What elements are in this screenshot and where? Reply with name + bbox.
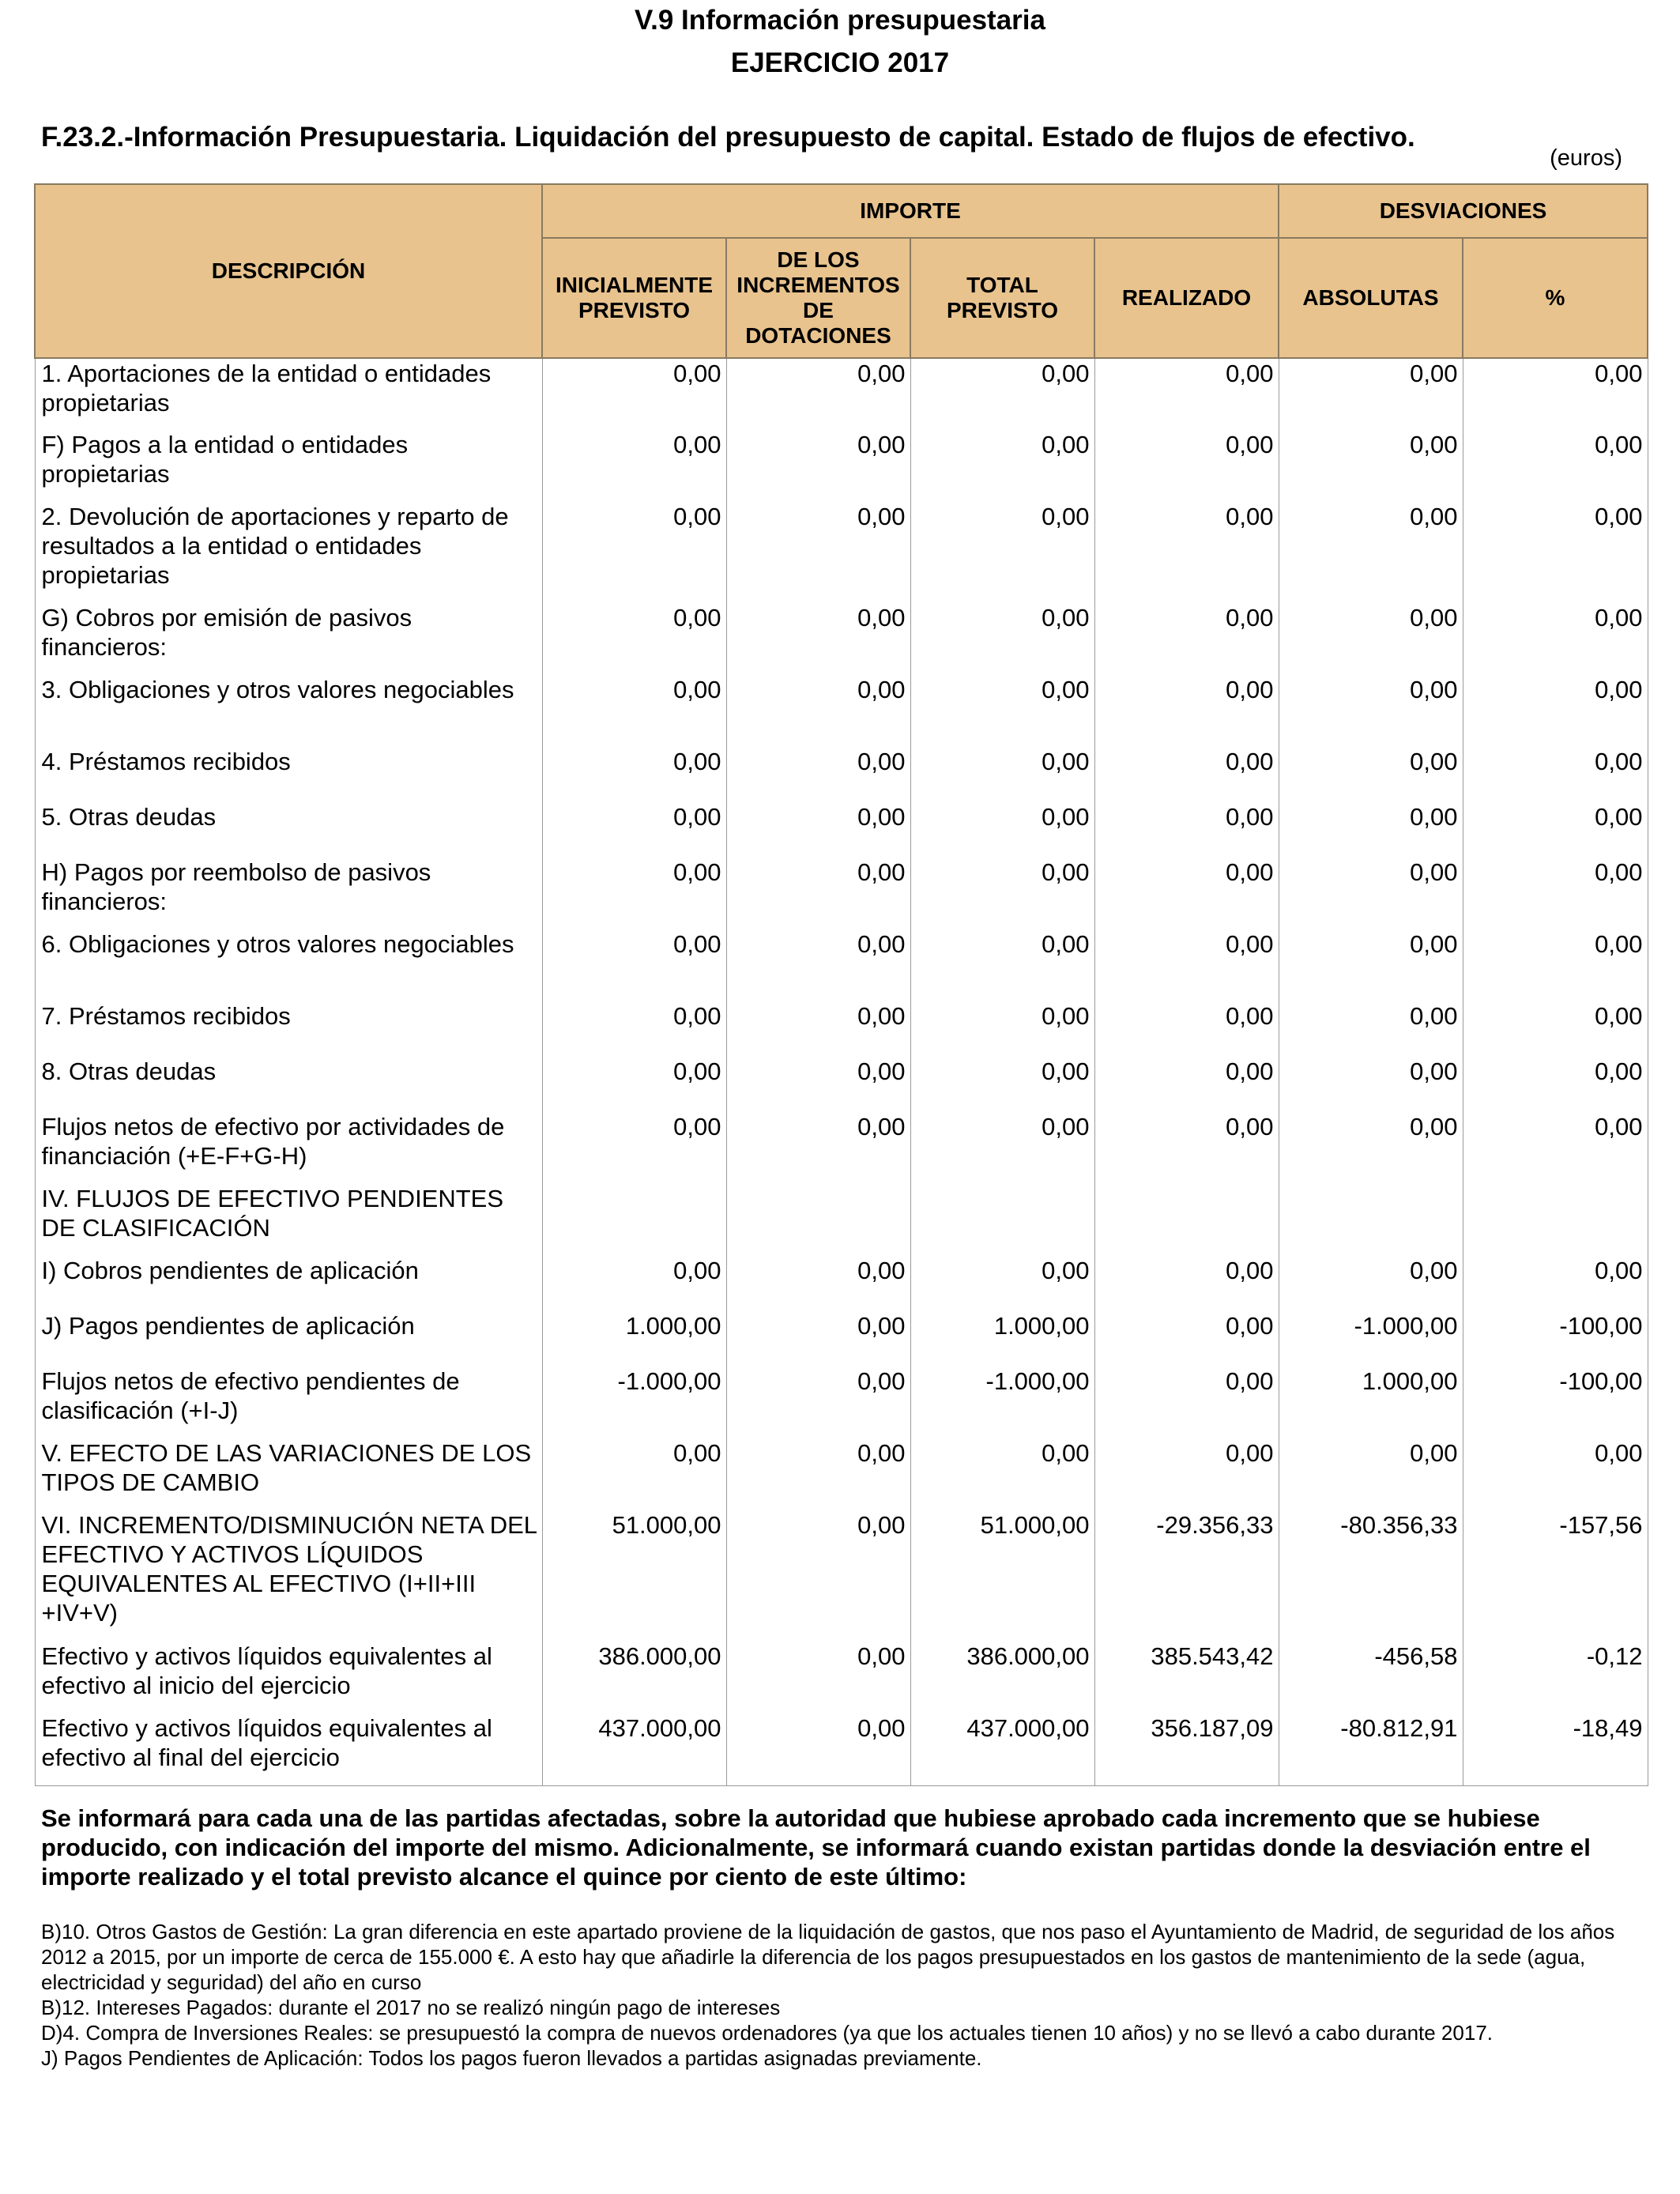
row-value: -100,00 [1463,1367,1648,1438]
row-value: -0,12 [1463,1642,1648,1713]
row-value: 0,00 [1094,802,1279,858]
row-value: 0,00 [1094,1311,1279,1367]
header-realizado: REALIZADO [1094,238,1279,358]
row-value: 0,00 [726,1713,910,1785]
footer-note: B)12. Intereses Pagados: durante el 2017 no se realizó ningún pago de intereses [41,1996,781,2019]
row-value: 0,00 [726,430,910,502]
header-percent: % [1463,238,1648,358]
row-value: 0,00 [542,1001,726,1057]
row-value: -80.356,33 [1279,1510,1463,1642]
row-value: 356.187,09 [1094,1713,1279,1785]
footer-notes [41,1919,1645,2071]
row-value: 0,00 [1279,430,1463,502]
row-value: -157,56 [1463,1510,1648,1642]
row-value: 0,00 [542,1256,726,1311]
row-description: V. EFECTO DE LAS VARIACIONES DE LOS TIPOS DE CAMBIO [35,1438,542,1510]
row-value: 386.000,00 [910,1642,1094,1713]
table-row [35,1367,1648,1438]
row-value: 0,00 [1463,929,1648,1001]
row-value: 0,00 [726,802,910,858]
row-value: 0,00 [1463,747,1648,802]
row-value: 0,00 [1094,430,1279,502]
row-value: 0,00 [1463,802,1648,858]
row-value: 0,00 [726,1256,910,1311]
row-description: 8. Otras deudas [35,1057,542,1112]
row-description: H) Pagos por reembolso de pasivos financieros: [35,858,542,929]
row-value: 0,00 [910,747,1094,802]
budget-table [34,183,1648,1786]
row-description: 2. Devolución de aportaciones y reparto de resultados a la entidad o entidades propietarias [35,502,542,603]
row-value: 0,00 [1463,1001,1648,1057]
row-value: 0,00 [726,1367,910,1438]
header-inicialmente-previsto: INICIALMENTE PREVISTO [542,238,726,358]
row-value [1094,1184,1279,1256]
row-description: Efectivo y activos líquidos equivalentes al efectivo al final del ejercicio [35,1713,542,1785]
row-value: 0,00 [726,1112,910,1184]
row-value: 51.000,00 [910,1510,1094,1642]
row-value: 0,00 [1094,747,1279,802]
row-value [1463,1184,1648,1256]
row-value: 0,00 [1463,858,1648,929]
row-description: 5. Otras deudas [35,802,542,858]
row-value: 0,00 [1094,358,1279,430]
row-value: 0,00 [542,1057,726,1112]
row-value: 0,00 [910,502,1094,603]
row-value: 0,00 [1279,1057,1463,1112]
row-value: 437.000,00 [910,1713,1094,1785]
row-description: VI. INCREMENTO/DISMINUCIÓN NETA DEL EFECTIVO Y ACTIVOS LÍQUIDOS EQUIVALENTES AL EFECTIVO (I+II+III +IV+V) [35,1510,542,1642]
row-value: 0,00 [910,675,1094,747]
row-value: 0,00 [1463,1057,1648,1112]
row-value: 0,00 [1279,675,1463,747]
row-value: 0,00 [1094,1001,1279,1057]
row-value: 1.000,00 [1279,1367,1463,1438]
row-description: I) Cobros pendientes de aplicación [35,1256,542,1311]
row-value: 0,00 [542,858,726,929]
row-description: G) Cobros por emisión de pasivos financieros: [35,603,542,675]
table-row [35,603,1648,675]
row-value: -18,49 [1463,1713,1648,1785]
row-value: -29.356,33 [1094,1510,1279,1642]
row-value: 0,00 [910,430,1094,502]
table-row [35,1057,1648,1112]
row-value: 0,00 [1094,1367,1279,1438]
row-value: 0,00 [1463,1112,1648,1184]
row-value: 0,00 [726,675,910,747]
header-desviaciones: DESVIACIONES [1279,184,1648,238]
footer-note: B)10. Otros Gastos de Gestión: La gran diferencia en este apartado proviene de la liquidación de gastos, que nos paso el Ayuntamiento de Madrid, de seguridad de los años 2012 a 2015, por un importe de cerca de 155.000 €. A esto hay que añadirle la diferencia de los pagos presupuestados en los gastos de mantenimiento de la sede (agua, electricidad y seguridad) del año en curso [41,1920,1615,1994]
row-value: 0,00 [1279,358,1463,430]
section-subtitle: F.23.2.-Información Presupuestaria. Liquidación del presupuesto de capital. Estado de flujos de efectivo. [41,122,1415,153]
row-value: 0,00 [1463,502,1648,603]
table-row [35,1438,1648,1510]
row-value: 0,00 [1279,1438,1463,1510]
row-description: 4. Préstamos recibidos [35,747,542,802]
table-row [35,1510,1648,1642]
table-row [35,1184,1648,1256]
table-row [35,1112,1648,1184]
row-value: 0,00 [1094,502,1279,603]
table-body [35,358,1648,1785]
row-value: 0,00 [1094,1112,1279,1184]
table-row [35,502,1648,603]
header-description: DESCRIPCIÓN [35,184,542,358]
row-value: 0,00 [542,1438,726,1510]
row-description: Flujos netos de efectivo pendientes de clasificación (+I-J) [35,1367,542,1438]
row-description: Efectivo y activos líquidos equivalentes al efectivo al inicio del ejercicio [35,1642,542,1713]
row-value: 0,00 [542,502,726,603]
row-value: 0,00 [1463,1256,1648,1311]
row-value: 0,00 [726,858,910,929]
row-value: 0,00 [1094,675,1279,747]
row-value [1279,1184,1463,1256]
row-value: 1.000,00 [910,1311,1094,1367]
row-value: 0,00 [542,929,726,1001]
row-value: -1.000,00 [1279,1311,1463,1367]
table-row [35,358,1648,430]
row-value: 0,00 [1279,1001,1463,1057]
row-value: 0,00 [542,430,726,502]
row-value: 0,00 [542,358,726,430]
row-value: 1.000,00 [542,1311,726,1367]
row-value [542,1184,726,1256]
row-value: -456,58 [1279,1642,1463,1713]
row-value: 0,00 [1279,1256,1463,1311]
row-description: 1. Aportaciones de la entidad o entidades propietarias [35,358,542,430]
table-row [35,1642,1648,1713]
row-value: 0,00 [1463,603,1648,675]
header-total-previsto: TOTAL PREVISTO [910,238,1094,358]
row-value: 0,00 [910,1112,1094,1184]
row-value: 0,00 [1463,430,1648,502]
row-value: 0,00 [1463,1438,1648,1510]
row-description: IV. FLUJOS DE EFECTIVO PENDIENTES DE CLASIFICACIÓN [35,1184,542,1256]
row-value: 0,00 [1279,603,1463,675]
row-value: 0,00 [726,1001,910,1057]
row-value: 0,00 [910,929,1094,1001]
row-value: 0,00 [542,675,726,747]
footer-note: J) Pagos Pendientes de Aplicación: Todos los pagos fueron llevados a partidas asignadas previamente. [41,2046,982,2070]
row-value [910,1184,1094,1256]
row-value: 0,00 [726,929,910,1001]
row-value: 0,00 [726,603,910,675]
table-row [35,1256,1648,1311]
row-value: 0,00 [726,1642,910,1713]
row-description: 7. Préstamos recibidos [35,1001,542,1057]
row-value: 0,00 [1463,358,1648,430]
row-value: 0,00 [726,358,910,430]
table-row [35,430,1648,502]
row-value: 385.543,42 [1094,1642,1279,1713]
row-value: 0,00 [542,747,726,802]
row-value: 0,00 [1094,1438,1279,1510]
row-value: 0,00 [1279,802,1463,858]
row-value: 0,00 [542,1112,726,1184]
row-value: 0,00 [910,1001,1094,1057]
row-value: -1.000,00 [542,1367,726,1438]
row-value: 437.000,00 [542,1713,726,1785]
units-label: (euros) [1550,145,1622,171]
row-value: 0,00 [1094,858,1279,929]
row-value: 0,00 [726,747,910,802]
table-row [35,675,1648,747]
footer-note-bold: Se informará para cada una de las partidas afectadas, sobre la autoridad que hubiese aprobado cada incremento que se hubiese producido, con indicación del importe del mismo. Adicionalmente, se informará cuando existan partidas donde la desviación entre el importe realizado y el total previsto alcance el quince por ciento de este último: [41,1804,1591,1891]
row-value: 0,00 [910,1256,1094,1311]
page-title: V.9 Información presupuestaria [635,5,1045,36]
row-value: 0,00 [542,802,726,858]
row-value: 386.000,00 [542,1642,726,1713]
header-importe: IMPORTE [542,184,1279,238]
row-value: 0,00 [1094,1057,1279,1112]
row-value: 0,00 [910,858,1094,929]
row-value: 0,00 [1279,858,1463,929]
row-value: 0,00 [1279,929,1463,1001]
row-value: 0,00 [910,358,1094,430]
row-value: 0,00 [910,802,1094,858]
row-value: -1.000,00 [910,1367,1094,1438]
row-value: 51.000,00 [542,1510,726,1642]
row-description: F) Pagos a la entidad o entidades propietarias [35,430,542,502]
row-value: 0,00 [726,1311,910,1367]
row-value: 0,00 [726,1438,910,1510]
table-row [35,802,1648,858]
footer-note: D)4. Compra de Inversiones Reales: se presupuestó la compra de nuevos ordenadores (ya que los actuales tienen 10 años) y no se llevó a cabo durante 2017. [41,2021,1493,2045]
header-absolutas: ABSOLUTAS [1279,238,1463,358]
row-value: 0,00 [1094,1256,1279,1311]
row-value: 0,00 [726,1057,910,1112]
row-description: 3. Obligaciones y otros valores negociables [35,675,542,747]
row-description: J) Pagos pendientes de aplicación [35,1311,542,1367]
row-value: 0,00 [910,1057,1094,1112]
row-description: Flujos netos de efectivo por actividades de financiación (+E-F+G-H) [35,1112,542,1184]
row-value [726,1184,910,1256]
row-value: 0,00 [1094,929,1279,1001]
row-value: -100,00 [1463,1311,1648,1367]
row-value: 0,00 [1279,1112,1463,1184]
row-value: 0,00 [1279,502,1463,603]
row-value: 0,00 [910,1438,1094,1510]
table-row [35,1311,1648,1367]
table-row [35,747,1648,802]
row-value: 0,00 [542,603,726,675]
row-value: 0,00 [726,1510,910,1642]
row-value: 0,00 [1279,747,1463,802]
row-value: -80.812,91 [1279,1713,1463,1785]
row-value: 0,00 [910,603,1094,675]
exercise-year: EJERCICIO 2017 [730,47,950,78]
row-value: 0,00 [726,502,910,603]
row-description: 6. Obligaciones y otros valores negociables [35,929,542,1001]
table-row [35,858,1648,929]
row-value: 0,00 [1463,675,1648,747]
table-row [35,1713,1648,1785]
row-value: 0,00 [1094,603,1279,675]
table-row [35,1001,1648,1057]
header-incrementos: DE LOS INCREMENTOS DE DOTACIONES [726,238,910,358]
table-row [35,929,1648,1001]
